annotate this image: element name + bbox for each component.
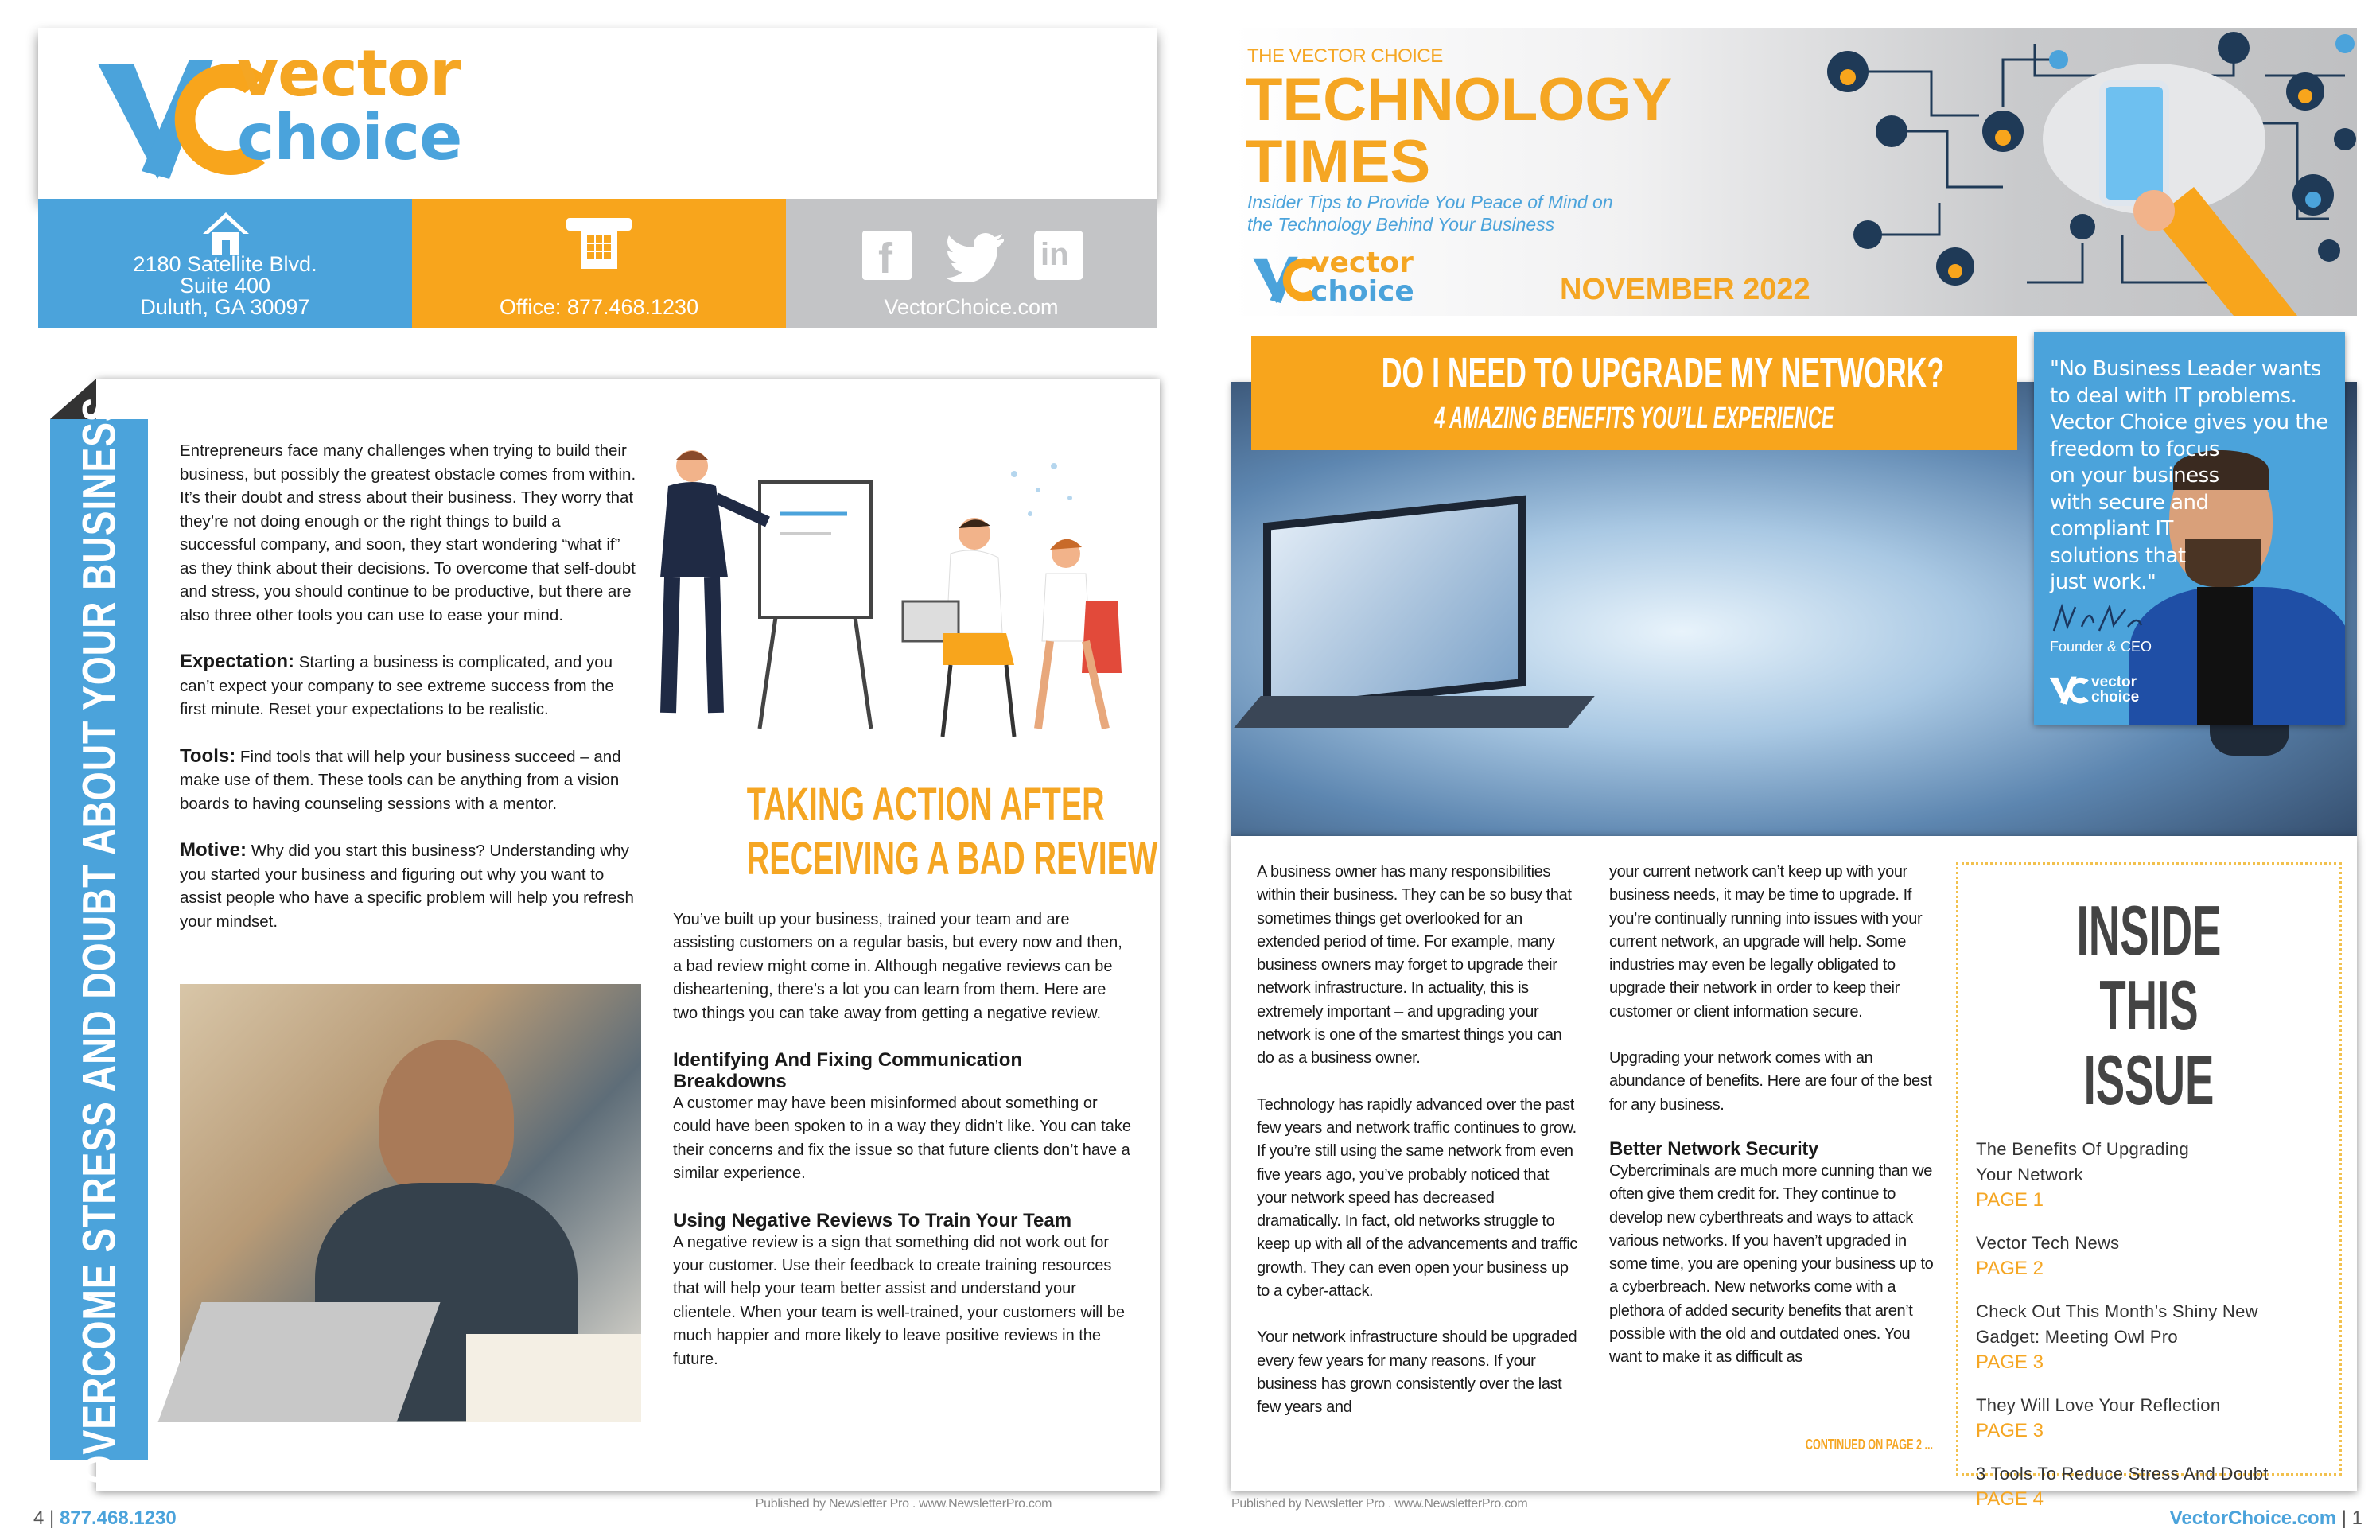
website-link[interactable]: VectorChoice.com	[884, 295, 1059, 319]
toc-item[interactable]	[1976, 1137, 2292, 1213]
quote-line: freedom to focus	[2050, 437, 2220, 461]
section-text: Cybercriminals are much more cunning than we often give them credit for. They continue to develop new cyberthreats and ways to attack various networks. If you haven’t upgraded in some time, you are opening your business up to a cyberbreach. New networks come with a plethora of added security benefits that aren’t possible with the old and outdated ones. You want to make it as difficult as	[1609, 1161, 1934, 1367]
feature-headline-box	[1251, 336, 2017, 450]
quote-line: compliant IT	[2050, 517, 2173, 541]
article-intro: Entrepreneurs face many challenges when trying to build their business, but possibly the greatest obstacle comes from within. It’s their doubt and stress about their business. They worry that they’re not doing enough or the right things to build a successful company, and soon, they start wondering “what if” as they think about their decisions. To overcome that self-doubt and stress, you should continue to be productive, but there are also three other tools you can use to ease your mind.	[180, 441, 636, 624]
toc-page: PAGE 4	[1976, 1488, 2044, 1510]
continued-link[interactable]: CONTINUED ON PAGE 2 ...	[1805, 1437, 1933, 1452]
quote-line: solutions that	[2050, 543, 2186, 568]
home-icon	[201, 210, 251, 256]
twitter-icon[interactable]	[945, 232, 1005, 282]
ceo-signature	[2050, 603, 2145, 635]
logo-word-vector: vector	[1311, 247, 1414, 279]
tip-paragraph	[180, 838, 641, 933]
toc-item[interactable]	[1976, 1299, 2292, 1375]
inside-title	[1958, 893, 2339, 1118]
quote-line: "No Business Leader wants	[2050, 357, 2321, 381]
tip-text: Find tools that will help your business succeed – and make use of them. These tools can be anything from a vision boards to having counseling sessions with a mentor.	[180, 747, 621, 813]
article-paragraph: your current network can’t keep up with your business needs, it may be time to upgrade. If you’re continually running into issues with your current network, an upgrade will help. Some industries may even be legally obligated to upgrade their network in order to keep their customer or client information secure.	[1609, 863, 1923, 1021]
logo-wordmark	[237, 37, 462, 174]
logo-word-vector: vector	[2091, 674, 2137, 690]
logo-wordmark	[2091, 675, 2139, 705]
toc-title: 3 Tools To Reduce Stress And Doubt	[1976, 1464, 2269, 1484]
logo-word-choice: choice	[1311, 275, 1414, 308]
masthead-kicker: THE VECTOR CHOICE	[1247, 45, 1443, 67]
inside-this-issue-box	[1956, 862, 2342, 1510]
tip-label: Motive:	[180, 839, 247, 861]
section-heading: Using Negative Reviews To Train Your Team	[673, 1209, 1072, 1231]
footer-separator: |	[49, 1507, 55, 1529]
vector-choice-logo-mark	[2048, 673, 2092, 706]
quote-line: with secure and	[2050, 490, 2209, 515]
footer-website[interactable]: VectorChoice.com	[2169, 1507, 2337, 1529]
article-paragraph: Technology has rapidly advanced over the past few years and network traffic continues to grow. If you’re still using the same network from even five years ago, you’ve probably noticed that your network speed has decreased dramatically. In fact, old networks struggle to keep up with all of the advancements and traffic growth. They can even open your business up to a cyber-attack.	[1257, 1095, 1577, 1301]
tip-text: Starting a business is complicated, and you can’t expect your company to see extreme success from the first minute. Reset your expectations to be realistic.	[180, 653, 614, 718]
section-text: A negative review is a sign that something did not work out for your customer. Use their feedback to create training resources that will help your team better assist and understand your clientele. When your team is well-trained, your customers will be much happier and more likely to leave positive reviews in the future.	[673, 1233, 1125, 1368]
hero-laptop	[1263, 496, 1526, 714]
linkedin-icon[interactable]: in	[1034, 231, 1083, 280]
feature-title: DO I NEED TO UPGRADE MY NETWORK?	[1381, 349, 1945, 397]
toc-item[interactable]	[1976, 1461, 2292, 1512]
title-line: TAKING ACTION AFTER	[746, 779, 1105, 830]
toc-page: PAGE 3	[1976, 1420, 2044, 1441]
toc-item[interactable]	[1976, 1231, 2292, 1281]
toc-item[interactable]	[1976, 1393, 2292, 1444]
tip-label: Expectation:	[180, 651, 295, 672]
title-line: RECEIVING A BAD REVIEW	[746, 833, 1158, 885]
address-line: Suite 400	[179, 274, 271, 298]
tagline-line: the Technology Behind Your Business	[1247, 214, 1555, 235]
logo-wordmark	[1311, 249, 1414, 306]
logo-word-vector: vector	[237, 37, 461, 111]
left-footer	[33, 1507, 177, 1530]
quote-line: to deal with IT problems.	[2050, 383, 2297, 408]
photo-person	[379, 1040, 514, 1199]
address-line: 2180 Satellite Blvd.	[133, 252, 317, 276]
quote-line: on your business	[2050, 464, 2219, 488]
phone-block	[412, 199, 786, 328]
quote-line: Vector Choice gives you the	[2050, 410, 2328, 434]
page-number: 1	[2351, 1507, 2362, 1529]
issue-date: NOVEMBER 2022	[1560, 273, 1810, 306]
masthead	[1231, 28, 2357, 316]
toc-title: The Benefits Of Upgrading Your Network	[1976, 1139, 2189, 1184]
ceo-quote	[2050, 356, 2328, 597]
toc-title: Check Out This Month’s Shiny New Gadget: Meeting Owl Pro	[1976, 1301, 2258, 1347]
toc-page: PAGE 2	[1976, 1258, 2044, 1279]
logo-word-choice: choice	[2091, 689, 2140, 706]
office-phone[interactable]: Office: 877.468.1230	[499, 295, 699, 319]
header-logo-box	[38, 28, 1157, 199]
logo-word-choice: choice	[237, 100, 462, 174]
businessman-laptop-photo	[180, 984, 641, 1422]
title-line: INSIDE	[2076, 891, 2222, 970]
ceo-role: Founder & CEO	[2050, 639, 2152, 655]
review-intro: You’ve built up your business, trained your team and are assisting customers on a regular basis, but every now and then, a bad review might come in. Although negative reviews can be disheartening, there’s a lot you can learn from them. Here are two things you can take away from getting a negative review.	[673, 911, 1122, 1022]
toc-title: They Will Love Your Reflection	[1976, 1395, 2221, 1415]
address-line: Duluth, GA 30097	[140, 295, 310, 319]
title-line: TIMES	[1246, 128, 1431, 196]
office-meeting-illustration	[640, 442, 1152, 740]
telephone-icon	[563, 215, 635, 272]
stress-article	[180, 439, 641, 956]
footer-phone: 877.468.1230	[59, 1507, 177, 1529]
article-paragraph: Your network infrastructure should be upgraded every few years for many reasons. If your business has grown consistently over the last few years and	[1257, 1328, 1577, 1417]
tagline-line: Insider Tips to Provide You Peace of Mind on	[1247, 192, 1613, 212]
page-number: 4	[33, 1507, 45, 1529]
section-text: A customer may have been misinformed about something or could have been spoken to in a way they didn’t like. You can take their concerns and fix the issue so that future clients don’t have a similar experience.	[673, 1095, 1131, 1183]
address-text	[38, 254, 412, 318]
ceo-quote-box	[2034, 332, 2345, 725]
toc-list	[1958, 1118, 2292, 1512]
vertical-title: OVERCOME STRESS AND DOUBT ABOUT YOUR BUSINESS	[73, 395, 125, 1484]
social-block	[786, 199, 1157, 328]
right-footer	[2170, 1507, 2362, 1530]
toc-page: PAGE 3	[1976, 1351, 2044, 1373]
network-article-col2	[1609, 861, 1935, 1393]
quote-line: just work."	[2050, 570, 2156, 594]
network-article-col1	[1257, 861, 1579, 1443]
address-block	[38, 199, 412, 328]
tip-text: Why did you start this business? Understanding why you started your business and figuring out why you want to assist people who have a specific problem will help you refresh your mindset.	[180, 842, 634, 931]
section-heading: Identifying And Fixing Communication Breakdowns	[673, 1049, 1023, 1093]
section-heading: Better Network Security	[1609, 1138, 1818, 1160]
review-article-title	[673, 778, 1158, 886]
article-paragraph: A business owner has many responsibilities within their business. They can be so busy that sometimes things get overlooked for an extended period of time. For example, many business owners may forget to upgrade their network infrastructure. In actuality, this is extremely important – and upgrading your network is one of the smartest things you can do as a business owner.	[1257, 863, 1572, 1068]
publisher-credit: Published by Newsletter Pro . www.NewsletterPro.com	[755, 1497, 1052, 1511]
tip-label: Tools:	[180, 745, 236, 767]
facebook-icon[interactable]: f	[862, 231, 912, 280]
title-line: TECHNOLOGY	[1246, 66, 1673, 134]
publisher-credit: Published by Newsletter Pro . www.NewsletterPro.com	[1231, 1497, 1528, 1511]
masthead-tagline	[1247, 191, 1613, 235]
article-paragraph: Upgrading your network comes with an abundance of benefits. Here are four of the best for any business.	[1609, 1049, 1932, 1114]
masthead-title	[1246, 66, 1673, 196]
tip-paragraph	[180, 650, 641, 721]
title-line: THIS ISSUE	[2083, 966, 2215, 1119]
network-people-graphic	[1820, 28, 2357, 316]
footer-separator: |	[2341, 1507, 2347, 1529]
vertical-title-band	[50, 395, 148, 1484]
toc-page: PAGE 1	[1976, 1189, 2044, 1211]
review-article-body	[673, 908, 1134, 1394]
toc-title: Vector Tech News	[1976, 1233, 2120, 1253]
feature-subtitle: 4 AMAZING BENEFITS YOU’LL EXPERIENCE	[1434, 402, 1834, 435]
tip-paragraph	[180, 745, 641, 816]
